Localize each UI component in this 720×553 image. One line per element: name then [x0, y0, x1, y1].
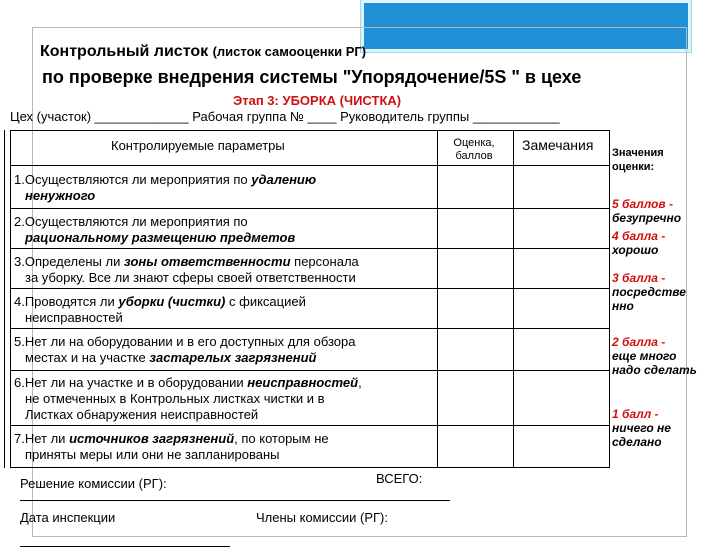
table-row: 6.Нет ли на участке и в оборудовании неисправностей, не отмеченных в Контрольных листках чистки и в Листках обнаружения неисправностей: [14, 375, 362, 422]
legend-item: 2 балла - еще много надо сделать: [612, 335, 697, 377]
table-left-margin-line: [4, 130, 10, 468]
title-line-1: [40, 43, 366, 61]
table-row: 3.Определены ли зоны ответственности персонала за уборку. Все ли знают сферы своей ответственности: [14, 254, 359, 285]
table-row: 1.Осуществляются ли мероприятия по удалению ненужного: [14, 172, 317, 203]
legend-item: 3 балла - посредстве нно: [612, 271, 686, 313]
commission-decision-label: Решение комиссии (РГ):: [20, 476, 167, 491]
stage-title: Этап 3: УБОРКА (ЧИСТКА): [233, 93, 402, 108]
legend-item: 5 баллов - безупречно: [612, 197, 682, 225]
title-line-2: по проверке внедрения системы "Упорядочение/5S " в цехе: [42, 67, 582, 87]
title-subtitle: (листок самооценки РГ): [212, 44, 367, 59]
signature-underline: [20, 546, 230, 547]
column-header-score: Оценка, баллов: [453, 137, 495, 162]
column-header-notes: Замечания: [522, 137, 594, 153]
column-header-params: Контролируемые параметры: [111, 138, 285, 153]
workshop-header-line: Цех (участок) _____________ Рабочая группа № ____ Руководитель группы ____________: [10, 109, 560, 124]
decision-underline: [20, 500, 450, 501]
table-row: 4.Проводятся ли уборки (чистки) с фиксацией неисправностей: [14, 294, 306, 325]
table-row: 2.Осуществляются ли мероприятия по рациональному размещению предметов: [14, 214, 296, 245]
commission-members-label: Члены комиссии (РГ):: [256, 510, 388, 525]
legend-title: Значения оценки:: [612, 147, 664, 173]
table-row: 7.Нет ли источников загрязнений, по которым не приняты меры или они не запланированы: [14, 431, 329, 462]
inspection-date-label: Дата инспекции: [20, 510, 116, 525]
total-label: ВСЕГО:: [376, 471, 423, 486]
legend-item: 4 балла - хорошо: [612, 229, 666, 257]
legend-item: 1 балл - ничего не сделано: [612, 407, 671, 449]
title-main: Контрольный листок: [40, 43, 209, 60]
table-row: 5.Нет ли на оборудовании и в его доступных для обзора местах и на участке застарелых загрязнений: [14, 334, 356, 365]
